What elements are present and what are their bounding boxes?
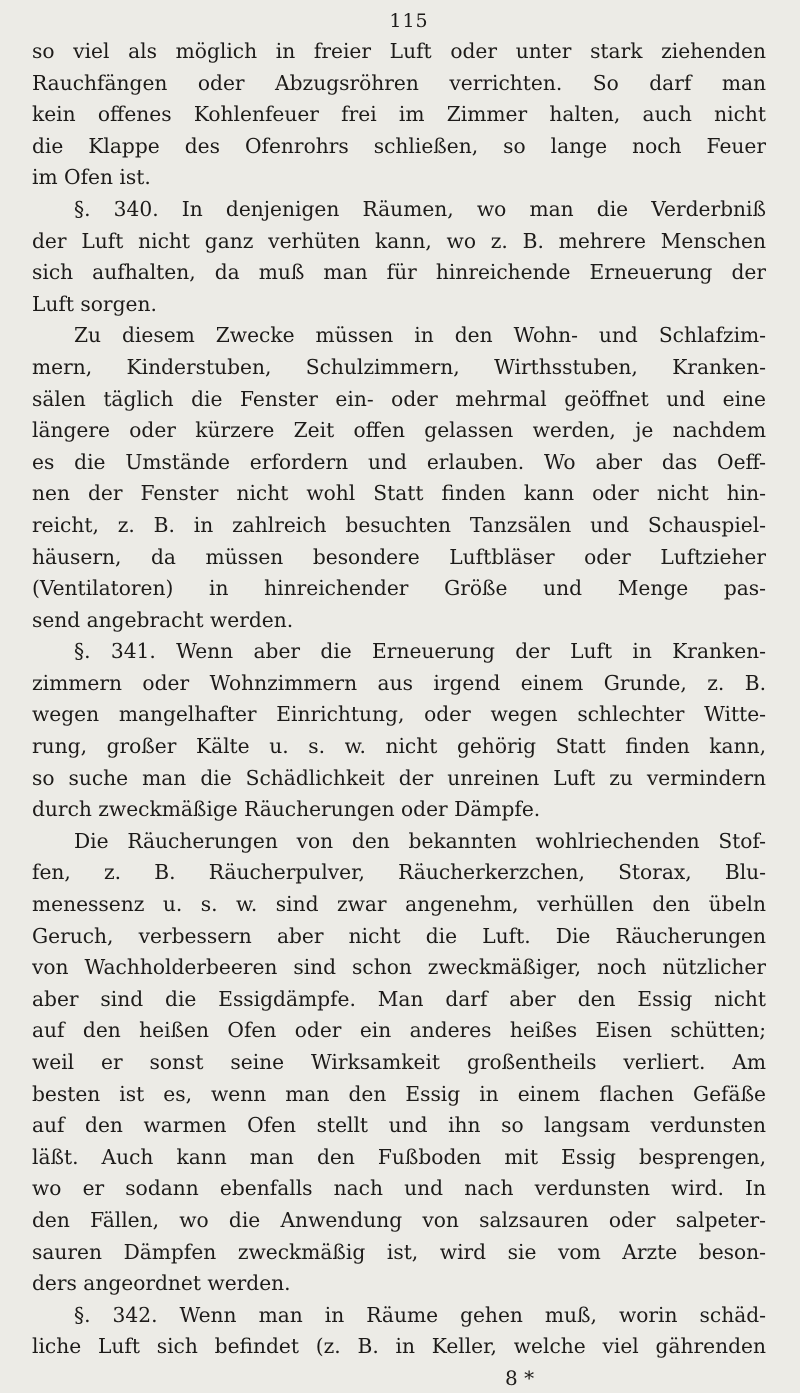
text-line: rung, großer Kälte u. s. w. nicht gehörig Statt finden kann, (32, 734, 766, 759)
section-340-start: §. 340. In denjenigen Räumen, wo man die Verderbniß (74, 196, 766, 221)
text-line: sauren Dämpfen zweckmäßig ist, wird sie vom Arzte beson- (32, 1239, 766, 1264)
text-line: Geruch, verbessern aber nicht die Luft. Die Räucherungen (32, 923, 766, 948)
text-line: der Luft nicht ganz verhüten kann, wo z. B. mehrere Menschen (32, 228, 766, 253)
text-line: im Ofen ist. (32, 165, 151, 190)
text-line: Rauchfängen oder Abzugsröhren verrichten. So darf man (32, 70, 766, 95)
text-line: es die Umstände erfordern und erlauben. Wo aber das Oeff- (32, 449, 766, 474)
text-line: die Klappe des Ofenrohrs schließen, so lange noch Feuer (32, 133, 766, 158)
text-line: auf den heißen Ofen oder ein anderes heißes Eisen schütten; (32, 1018, 766, 1043)
paragraph-start: Zu diesem Zwecke müssen in den Wohn- und Schlafzim- (74, 323, 766, 348)
text-line: aber sind die Essigdämpfe. Man darf aber den Essig nicht (32, 986, 766, 1011)
text-line: so viel als möglich in freier Luft oder unter stark ziehenden (32, 39, 766, 63)
text-line: wegen mangelhafter Einrichtung, oder wegen schlechter Witte- (32, 702, 766, 727)
text-line: ders angeordnet werden. (32, 1271, 291, 1296)
text-line: wo er sodann ebenfalls nach und nach verdunsten wird. In (32, 1176, 766, 1201)
text-line: längere oder kürzere Zeit offen gelassen werden, je nachdem (32, 418, 766, 443)
text-line: reicht, z. B. in zahlreich besuchten Tanzsälen und Schauspiel- (32, 512, 766, 537)
text-line: kein offenes Kohlenfeuer frei im Zimmer halten, auch nicht (32, 102, 766, 127)
page-number: 115 (389, 10, 429, 32)
text-line: nen der Fenster nicht wohl Statt finden kann oder nicht hin- (32, 481, 766, 506)
text-line: liche Luft sich befindet (z. B. in Keller, welche viel gährenden (32, 1334, 766, 1359)
text-line: zimmern oder Wohnzimmern aus irgend einem Grunde, z. B. (32, 670, 766, 695)
text-line: von Wachholderbeeren sind schon zweckmäßiger, noch nützlicher (32, 955, 766, 980)
paragraph-start: Die Räucherungen von den bekannten wohlriechenden Stof- (74, 828, 766, 853)
text-line: häusern, da müssen besondere Luftbläser oder Luftzieher (32, 544, 766, 569)
text-line: auf den warmen Ofen stellt und ihn so langsam verdunsten (32, 1113, 766, 1138)
text-line: weil er sonst seine Wirksamkeit großentheils verliert. Am (32, 1050, 766, 1074)
text-line: menessenz u. s. w. sind zwar angenehm, verhüllen den übeln (32, 892, 766, 917)
section-341-start: §. 341. Wenn aber die Erneuerung der Luft in Kranken- (74, 639, 766, 664)
text-line: mern, Kinderstuben, Schulzimmern, Wirthsstuben, Kranken- (32, 354, 766, 379)
text-line: sich aufhalten, da muß man für hinreichende Erneuerung der (32, 260, 766, 285)
text-line: (Ventilatoren) in hinreichender Größe und Menge pas- (32, 576, 766, 601)
text-line: send angebracht werden. (32, 607, 294, 632)
text-line: sälen täglich die Fenster ein- oder mehrmal geöffnet und eine (32, 386, 766, 411)
text-line: fen, z. B. Räucherpulver, Räucherkerzchen, Storax, Blu- (32, 860, 766, 885)
text-line: läßt. Auch kann man den Fußboden mit Essig besprengen, (32, 1144, 766, 1169)
signature-mark: 8 * (505, 1365, 535, 1390)
text-line: so suche man die Schädlichkeit der unreinen Luft zu vermindern (32, 765, 766, 790)
text-line: Luft sorgen. (32, 291, 157, 316)
text-line: den Fällen, wo die Anwendung von salzsauren oder salpeter- (32, 1207, 766, 1232)
text-line: besten ist es, wenn man den Essig in einem flachen Gefäße (32, 1081, 766, 1106)
section-342-start: §. 342. Wenn man in Räume gehen muß, worin schäd- (74, 1302, 766, 1327)
text-line: durch zweckmäßige Räucherungen oder Dämpfe. (32, 797, 541, 822)
body-text (32, 36, 766, 1363)
